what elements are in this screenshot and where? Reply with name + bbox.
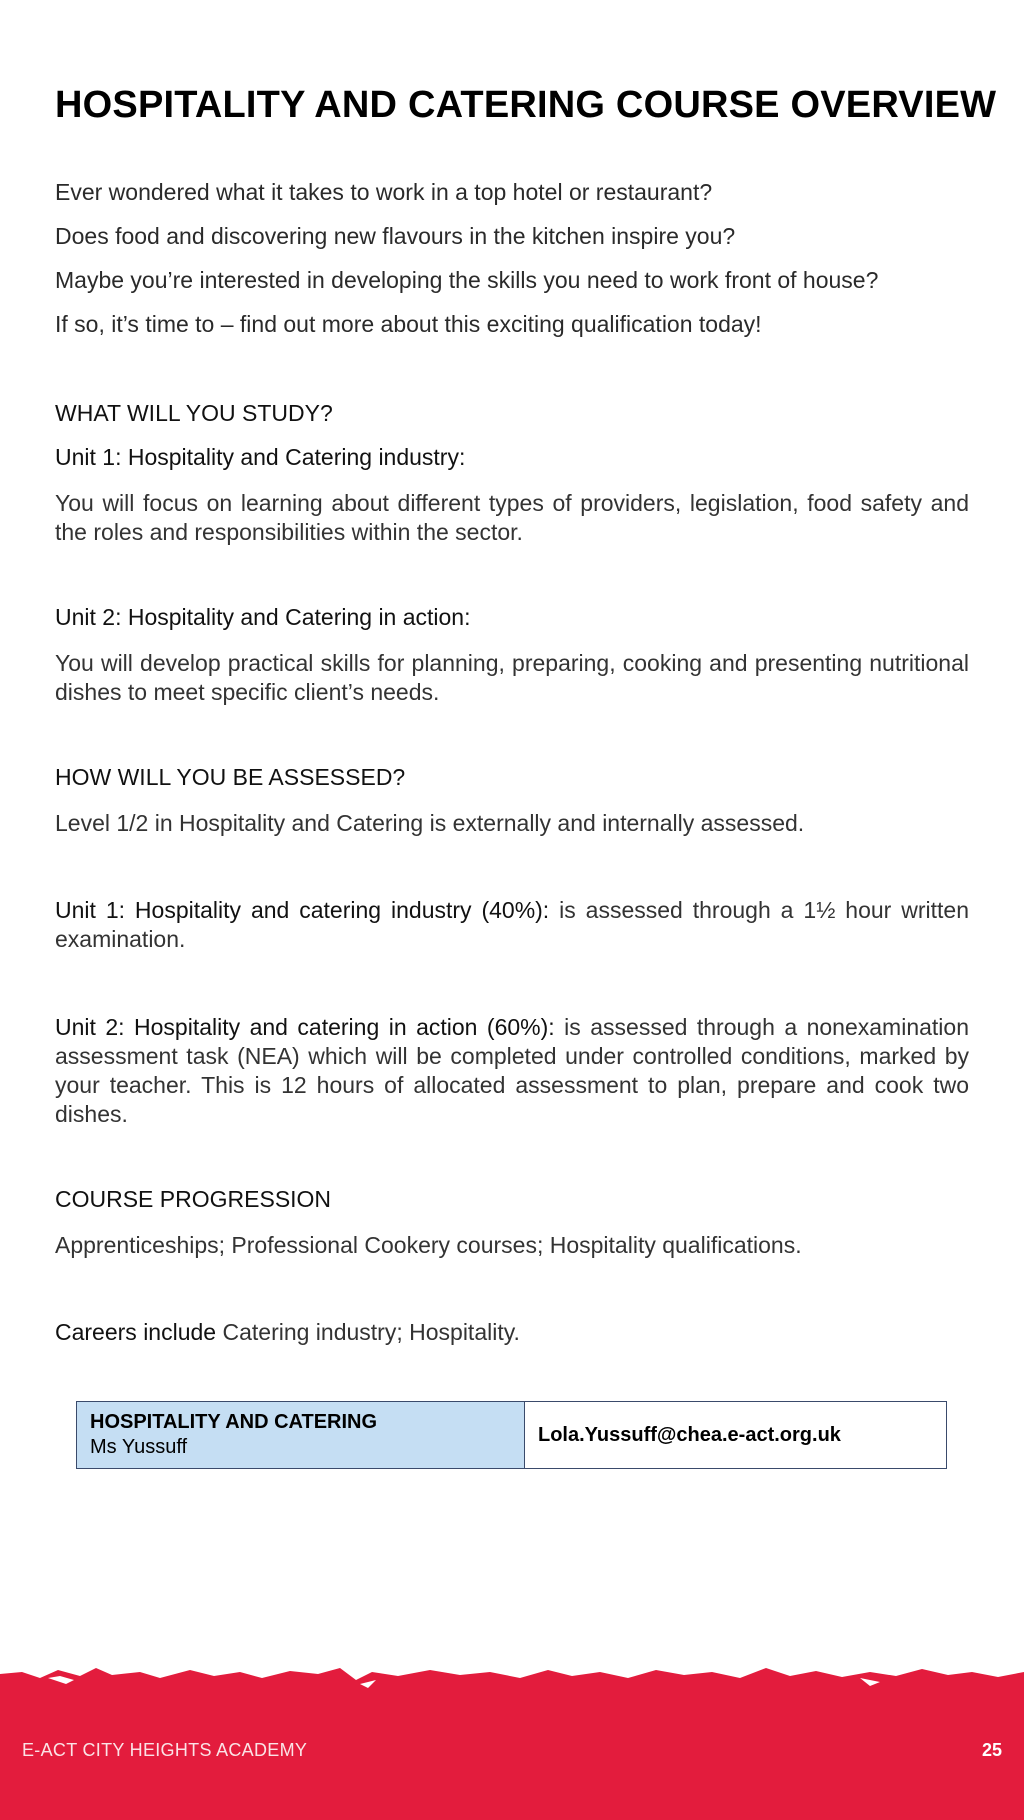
study-unit1-title (55, 444, 465, 471)
intro-block (55, 178, 969, 354)
study-unit1-colon: : (458, 444, 466, 470)
contact-department-cell (77, 1402, 525, 1468)
footer-page-number: 25 (981, 1740, 1002, 1760)
study-unit1-title-text: Unit 1: Hospitality and Catering industry (55, 444, 459, 470)
careers-lead: Careers include (55, 1319, 217, 1345)
footer-school-name: E-ACT CITY HEIGHTS ACADEMY (22, 1740, 308, 1760)
intro-line: Maybe you’re interested in developing the skills you need to work front of house? (55, 267, 879, 293)
footer-band (0, 1660, 1024, 1820)
assessment-unit2-text: is assessed through a nonexamination assessment task (NEA) which will be completed under controlled conditions, marked by your teacher. This is 12 hours of allocated assessment to plan, prepare and cook two dishes. (55, 1014, 969, 1127)
study-unit2-title: Unit 2: Hospitality and Catering in action: (55, 604, 471, 630)
assessment-heading: HOW WILL YOU BE ASSESSED? (55, 764, 406, 790)
study-unit2-text: You will develop practical skills for planning, preparing, cooking and presenting nutritional dishes to meet specific client’s needs. (55, 650, 969, 705)
study-heading: WHAT WILL YOU STUDY? (55, 400, 333, 426)
intro-line: Ever wondered what it takes to work in a top hotel or restaurant? (55, 179, 713, 205)
assessment-intro: Level 1/2 in Hospitality and Catering is externally and internally assessed. (55, 810, 805, 836)
assessment-unit2-lead: Unit 2: Hospitality and catering in action (60%): (55, 1014, 555, 1040)
careers-line (55, 1318, 969, 1347)
contact-email[interactable]: Lola.Yussuff@chea.e-act.org.uk (538, 1423, 841, 1446)
contact-department: HOSPITALITY AND CATERING (90, 1411, 378, 1433)
intro-line: If so, it’s time to – find out more about this exciting qualification today! (55, 311, 762, 337)
page-title: HOSPITALITY AND CATERING COURSE OVERVIEW (55, 84, 997, 126)
assessment-unit1-lead: Unit 1: Hospitality and catering industry (40%): (55, 897, 550, 923)
progression-text: Apprenticeships; Professional Cookery courses; Hospitality qualifications. (55, 1232, 802, 1258)
assessment-unit1 (55, 896, 969, 954)
contact-table (76, 1401, 947, 1469)
contact-teacher: Ms Yussuff (90, 1436, 188, 1458)
contact-email-cell (525, 1402, 946, 1468)
intro-line: Does food and discovering new flavours in the kitchen inspire you? (55, 223, 736, 249)
study-unit1-text: You will focus on learning about different types of providers, legislation, food safety and the roles and responsibilities within the sector. (55, 490, 969, 545)
progression-heading: COURSE PROGRESSION (55, 1186, 332, 1212)
assessment-unit2 (55, 1013, 969, 1129)
assessment-unit1-text: is assessed through a 1½ hour written examination. (55, 897, 969, 952)
careers-text: Catering industry; Hospitality. (216, 1319, 520, 1345)
